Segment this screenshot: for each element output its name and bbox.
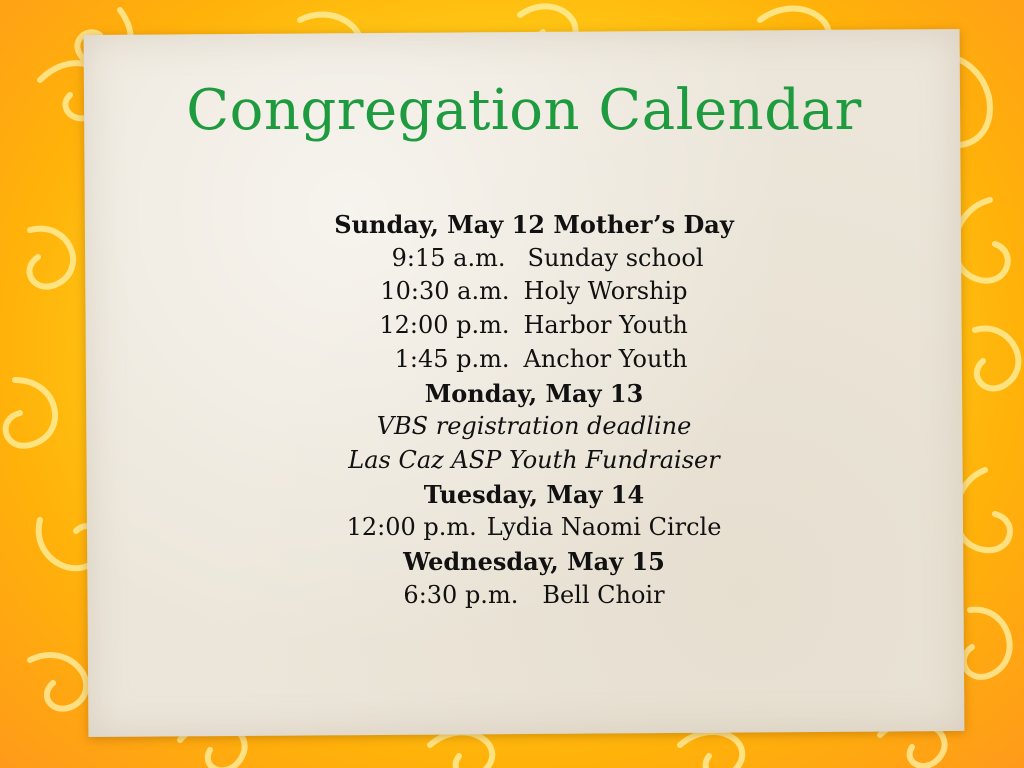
day-heading-monday: Monday, May 13 bbox=[424, 378, 644, 408]
day-heading-wednesday: Wednesday, May 15 bbox=[403, 547, 665, 577]
event-time: 10:30 a.m. bbox=[380, 277, 510, 306]
day-heading-tuesday: Tuesday, May 14 bbox=[423, 479, 645, 509]
calendar-list bbox=[234, 208, 834, 612]
event-row bbox=[234, 343, 834, 377]
event-name: Sunday school bbox=[527, 243, 704, 272]
event-name: Anchor Youth bbox=[523, 344, 688, 373]
event-time: 6:30 p.m. bbox=[403, 580, 519, 609]
event-time: 12:00 p.m. bbox=[379, 311, 510, 340]
page-title: Congregation Calendar bbox=[186, 78, 862, 143]
event-name: Holy Worship bbox=[523, 277, 688, 306]
event-time: 12:00 p.m. bbox=[346, 513, 477, 542]
event-time: 1:45 p.m. bbox=[394, 344, 510, 373]
event-time: 9:15 a.m. bbox=[391, 243, 506, 272]
event-row bbox=[234, 275, 834, 309]
event-row bbox=[234, 309, 834, 343]
day-heading-sunday: Sunday, May 12 Mother’s Day bbox=[334, 210, 734, 239]
day-note: VBS registration deadline bbox=[376, 412, 692, 441]
event-name: Lydia Naomi Circle bbox=[486, 513, 722, 542]
day-note: Las Caz ASP Youth Fundraiser bbox=[348, 445, 720, 474]
event-name: Harbor Youth bbox=[523, 311, 688, 340]
event-row bbox=[234, 579, 834, 613]
event-row bbox=[234, 242, 834, 276]
event-name: Bell Choir bbox=[542, 580, 665, 609]
event-row bbox=[234, 511, 834, 545]
